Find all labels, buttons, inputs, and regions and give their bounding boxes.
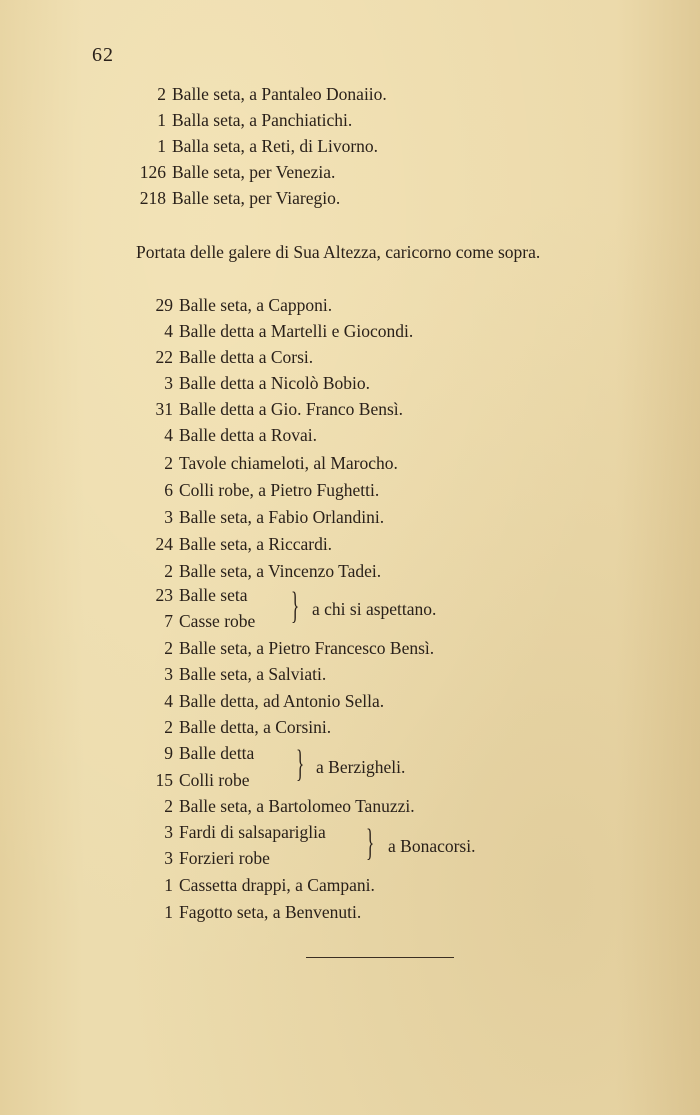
entry-quantity: 6	[164, 480, 173, 500]
entry-quantity: 23	[155, 585, 173, 605]
group-label: a Bonacorsi.	[388, 836, 476, 856]
list-item	[133, 536, 332, 554]
section-heading: Portata delle galere di Sua Altezza, caricorno come sopra.	[136, 242, 541, 262]
entry-quantity: 2	[164, 638, 173, 658]
entry-quantity: 1	[157, 110, 166, 130]
list-item	[133, 798, 415, 816]
entry-quantity: 2	[157, 84, 166, 104]
entry-text: Balle detta a Nicolò Bobio.	[179, 373, 370, 393]
entry-quantity: 3	[164, 822, 173, 842]
list-item	[133, 349, 313, 367]
list-item	[133, 850, 270, 868]
list-item	[133, 772, 249, 790]
entry-text: Balle detta, ad Antonio Sella.	[179, 691, 385, 711]
list-item	[133, 455, 398, 473]
list-item	[126, 164, 335, 182]
entry-text: Balle seta, per Viaregio.	[172, 188, 341, 208]
list-item	[126, 190, 340, 208]
entry-text: Forzieri robe	[179, 848, 270, 868]
list-item	[133, 666, 326, 684]
entry-quantity: 15	[155, 770, 173, 790]
entry-quantity: 9	[164, 743, 173, 763]
list-item	[133, 563, 381, 581]
curly-brace: }	[291, 585, 300, 627]
list-item	[133, 482, 379, 500]
list-item	[133, 613, 255, 631]
list-item	[133, 824, 326, 842]
entry-text: Fardi di salsapariglia	[179, 822, 326, 842]
list-item	[133, 509, 384, 527]
entry-text: Balle detta a Gio. Franco Bensì.	[179, 399, 404, 419]
entry-text: Balle seta, a Pietro Francesco Bensì.	[179, 638, 435, 658]
entry-text: Balla seta, a Panchiatichi.	[172, 110, 353, 130]
list-item	[133, 640, 434, 658]
entry-quantity: 2	[164, 561, 173, 581]
entry-text: Balle seta, a Riccardi.	[179, 534, 333, 554]
page-number: 62	[92, 44, 114, 66]
list-item	[133, 693, 384, 711]
entry-quantity: 24	[155, 534, 173, 554]
entry-quantity: 2	[164, 717, 173, 737]
list-item	[133, 877, 375, 895]
list-item	[133, 719, 331, 737]
entry-text: Balle seta, per Venezia.	[172, 162, 336, 182]
entry-quantity: 4	[164, 425, 173, 445]
entry-text: Balle seta	[179, 585, 248, 605]
entry-quantity: 1	[164, 902, 173, 922]
entry-text: Balle seta, a Salviati.	[179, 664, 327, 684]
section-divider	[306, 957, 454, 958]
entry-quantity: 29	[155, 295, 173, 315]
entry-quantity: 4	[164, 321, 173, 341]
curly-brace: }	[296, 743, 305, 785]
entry-text: Balle detta a Corsi.	[179, 347, 314, 367]
entry-text: Balle seta, a Capponi.	[179, 295, 333, 315]
entry-quantity: 3	[164, 373, 173, 393]
entry-quantity: 3	[164, 664, 173, 684]
list-item	[133, 904, 361, 922]
entry-text: Balle detta a Rovai.	[179, 425, 318, 445]
curly-brace: }	[366, 822, 375, 864]
entry-quantity: 31	[155, 399, 173, 419]
entry-text: Balle detta	[179, 743, 255, 763]
list-item	[126, 138, 378, 156]
list-item	[133, 745, 254, 763]
list-item	[133, 323, 413, 341]
entry-quantity: 1	[164, 875, 173, 895]
entry-quantity: 2	[164, 453, 173, 473]
entry-text: Colli robe, a Pietro Fughetti.	[179, 480, 380, 500]
entry-text: Balle seta, a Pantaleo Donaiio.	[172, 84, 387, 104]
entry-quantity: 3	[164, 848, 173, 868]
entry-text: Colli robe	[179, 770, 250, 790]
entry-text: Cassetta drappi, a Campani.	[179, 875, 375, 895]
entry-text: Balle detta a Martelli e Giocondi.	[179, 321, 414, 341]
list-item	[133, 587, 248, 605]
entry-quantity: 2	[164, 796, 173, 816]
list-item	[133, 401, 403, 419]
entry-quantity: 3	[164, 507, 173, 527]
list-item	[133, 375, 370, 393]
entry-text: Tavole chiameloti, al Marocho.	[179, 453, 398, 473]
entry-quantity: 7	[164, 611, 173, 631]
entry-quantity: 218	[139, 188, 166, 208]
entry-text: Balle detta, a Corsini.	[179, 717, 332, 737]
entry-text: Balle seta, a Bartolomeo Tanuzzi.	[179, 796, 415, 816]
entry-text: Balle seta, a Vincenzo Tadei.	[179, 561, 382, 581]
list-item	[133, 297, 332, 315]
group-label: a Berzigheli.	[316, 757, 406, 777]
list-item	[126, 112, 352, 130]
entry-text: Casse robe	[179, 611, 256, 631]
entry-text: Fagotto seta, a Benvenuti.	[179, 902, 362, 922]
group-label: a chi si aspettano.	[312, 599, 437, 619]
entry-text: Balle seta, a Fabio Orlandini.	[179, 507, 385, 527]
list-item	[133, 427, 317, 445]
list-item	[126, 86, 387, 104]
entry-quantity: 1	[157, 136, 166, 156]
entry-text: Balla seta, a Reti, di Livorno.	[172, 136, 379, 156]
entry-quantity: 22	[155, 347, 173, 367]
entry-quantity: 4	[164, 691, 173, 711]
entry-quantity: 126	[139, 162, 166, 182]
